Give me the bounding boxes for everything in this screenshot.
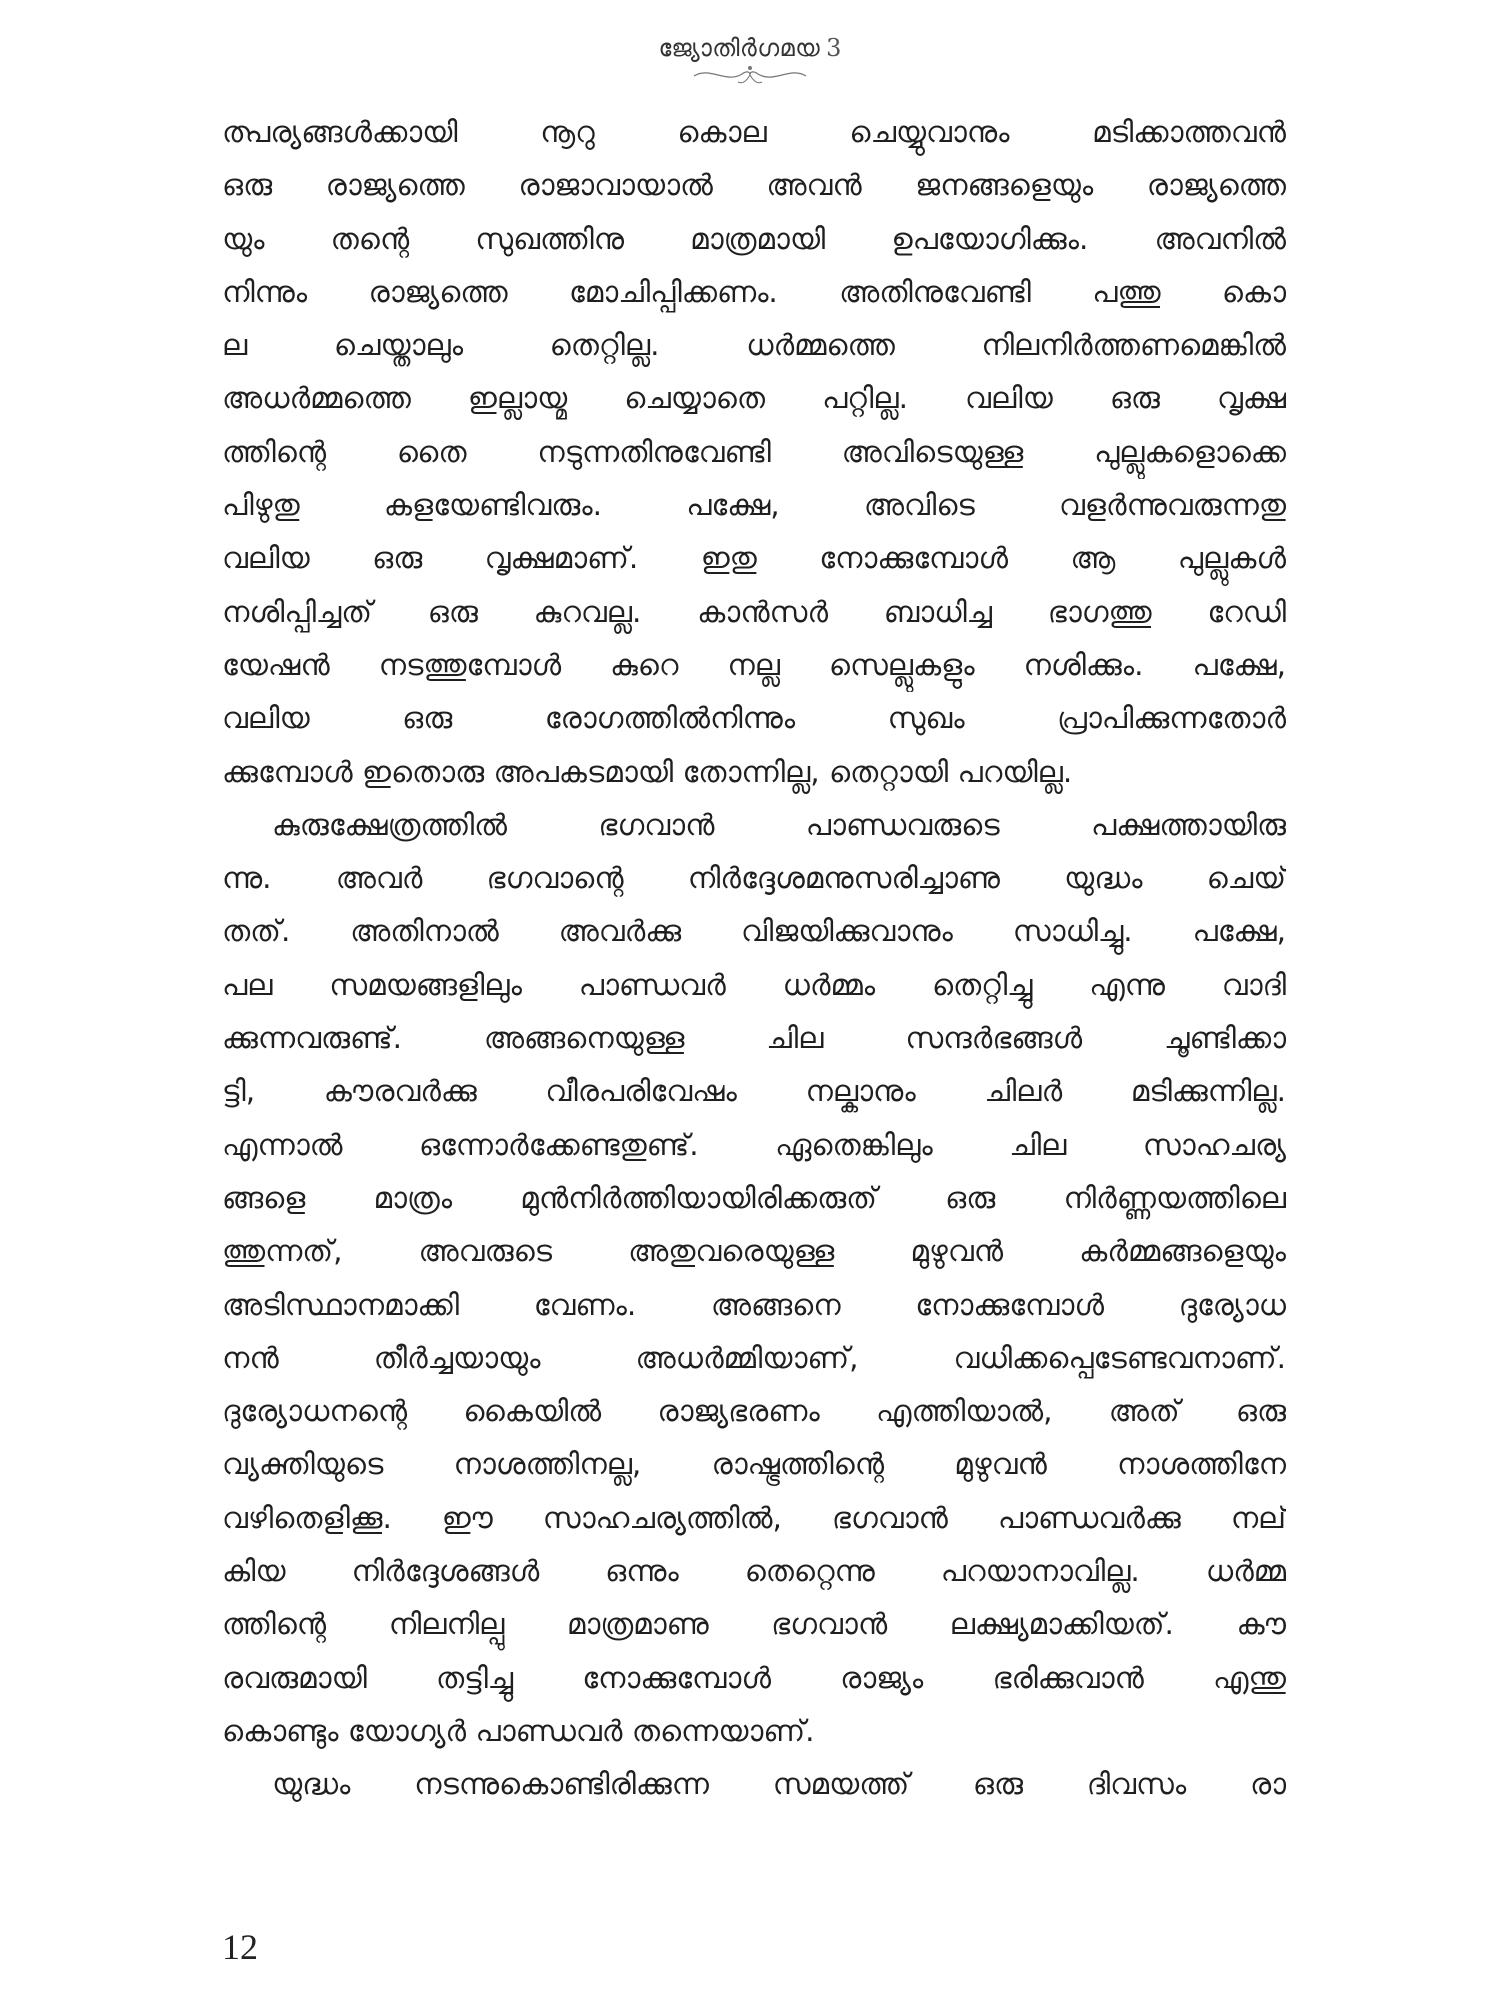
page-number: 12: [222, 1927, 258, 1967]
text-line: അടിസ്ഥാനമാക്കി വേണം. അങ്ങനെ നോക്കുമ്പോൾ ദുര്യോധ: [222, 1287, 1286, 1322]
text-line: നൻ തീർച്ചയായും അധർമ്മിയാണ്, വധിക്കപ്പെടേണ്ടവനാണ്.: [222, 1340, 1286, 1375]
text-line: ത്തുന്നത്, അവരുടെ അതുവരെയുള്ള മുഴുവൻ കർമ്മങ്ങളെയും: [222, 1234, 1286, 1269]
text-line: നശിപ്പിച്ചത് ഒരു കുറവല്ല. കാൻസർ ബാധിച്ച ഭാഗത്തു റേഡി: [222, 594, 1286, 629]
text-line: ത്തിന്റെ നിലനില്പു മാത്രമാണു ഭഗവാൻ ലക്ഷ്യമാക്കിയത്. കൗ: [222, 1607, 1286, 1642]
text-line: പിഴുതു കളയേണ്ടിവരും. പക്ഷേ, അവിടെ വളർന്നുവരുന്നതു: [222, 488, 1286, 523]
text-line: വഴിതെളിക്കൂ. ഈ സാഹചര്യത്തിൽ, ഭഗവാൻ പാണ്ഡവർക്കു നല്: [222, 1500, 1286, 1535]
flourish-ornament-icon: [690, 62, 810, 88]
text-line: ദുര്യോധനന്റെ കൈയിൽ രാജ്യഭരണം എത്തിയാൽ, അത് ഒരു: [222, 1394, 1286, 1429]
text-line: അധർമ്മത്തെ ഇല്ലായ്മ ചെയ്യാതെ പറ്റില്ല. വലിയ ഒരു വൃക്ഷ: [222, 381, 1286, 416]
text-line: ട്ടി, കൗരവർക്കു വീരപരിവേഷം നല്കാനും ചിലർ മടിക്കുന്നില്ല.: [222, 1074, 1286, 1109]
header-page-number: 3: [826, 34, 842, 62]
text-line: കുരുക്ഷേത്രത്തിൽ ഭഗവാൻ പാണ്ഡവരുടെ പക്ഷത്തായിരു: [272, 807, 1286, 842]
text-line: യും തന്റെ സുഖത്തിനു മാത്രമായി ഉപയോഗിക്കും. അവനിൽ: [222, 221, 1286, 256]
text-line: യുദ്ധം നടന്നുകൊണ്ടിരിക്കുന്ന സമയത്ത് ഒരു ദിവസം രാ: [272, 1767, 1286, 1802]
text-line: തത്. അതിനാൽ അവർക്കു വിജയിക്കുവാനും സാധിച്ചു. പക്ഷേ,: [222, 914, 1286, 949]
text-line: കിയ നിർദ്ദേശങ്ങൾ ഒന്നും തെറ്റെന്നു പറയാനാവില്ല. ധർമ്മ: [222, 1554, 1286, 1589]
body-text: [222, 106, 1286, 1812]
text-line: ഒരു രാജ്യത്തെ രാജാവായാൽ അവൻ ജനങ്ങളെയും രാജ്യത്തെ: [222, 168, 1286, 203]
text-line: വ്യക്തിയുടെ നാശത്തിനല്ല, രാഷ്ട്രത്തിന്റെ മുഴുവൻ നാശത്തിനേ: [222, 1447, 1286, 1482]
text-line: കൊണ്ടും യോഗ്യർ പാണ്ഡവർ തന്നെയാണ്.: [222, 1713, 815, 1748]
text-line: ന്നു. അവർ ഭഗവാന്റെ നിർദ്ദേശമനുസരിച്ചാണു യുദ്ധം ചെയ്: [222, 861, 1286, 896]
text-line: പല സമയങ്ങളിലും പാണ്ഡവർ ധർമ്മം തെറ്റിച്ചു എന്നു വാദി: [222, 967, 1286, 1002]
text-line: ക്കുന്നവരുണ്ട്. അങ്ങനെയുള്ള ചില സന്ദർഭങ്ങൾ ചൂണ്ടിക്കാ: [222, 1021, 1286, 1056]
text-line: ല ചെയ്താലും തെറ്റില്ല. ധർമ്മത്തെ നിലനിർത്തണമെങ്കിൽ: [222, 328, 1286, 363]
text-line: ക്കുമ്പോൾ ഇതൊരു അപകടമായി തോന്നില്ല, തെറ്റായി പറയില്ല.: [222, 754, 1073, 789]
text-line: ങ്ങളെ മാത്രം മുൻനിർത്തിയായിരിക്കരുത് ഒരു നിർണ്ണയത്തിലെ: [222, 1180, 1286, 1215]
text-line: ത്തിന്റെ തൈ നടുന്നതിനുവേണ്ടി അവിടെയുള്ള പുല്ലുകളൊക്കെ: [222, 434, 1286, 469]
running-header: [0, 34, 1500, 62]
text-line: ത്പര്യങ്ങൾക്കായി നൂറു കൊല ചെയ്യുവാനും മടിക്കാത്തവൻ: [222, 115, 1286, 149]
text-line: എന്നാൽ ഒന്നോർക്കേണ്ടതുണ്ട്. ഏതെങ്കിലും ചില സാഹചര്യ: [222, 1127, 1286, 1162]
text-line: യേഷൻ നടത്തുമ്പോൾ കുറെ നല്ല സെല്ലുകളും നശിക്കും. പക്ഷേ,: [222, 647, 1286, 682]
text-line: വലിയ ഒരു വൃക്ഷമാണ്. ഇതു നോക്കുമ്പോൾ ആ പുല്ലുകൾ: [222, 541, 1286, 576]
text-line: നിന്നും രാജ്യത്തെ മോചിപ്പിക്കണം. അതിനുവേണ്ടി പത്തു കൊ: [222, 274, 1286, 309]
book-title: ജ്യോതിർഗമയ: [658, 34, 821, 62]
text-line: രവരുമായി തട്ടിച്ചു നോക്കുമ്പോൾ രാജ്യം ഭരിക്കുവാൻ എന്തു: [222, 1660, 1286, 1695]
text-line: വലിയ ഒരു രോഗത്തിൽനിന്നും സുഖം പ്രാപിക്കുന്നതോർ: [222, 701, 1286, 736]
